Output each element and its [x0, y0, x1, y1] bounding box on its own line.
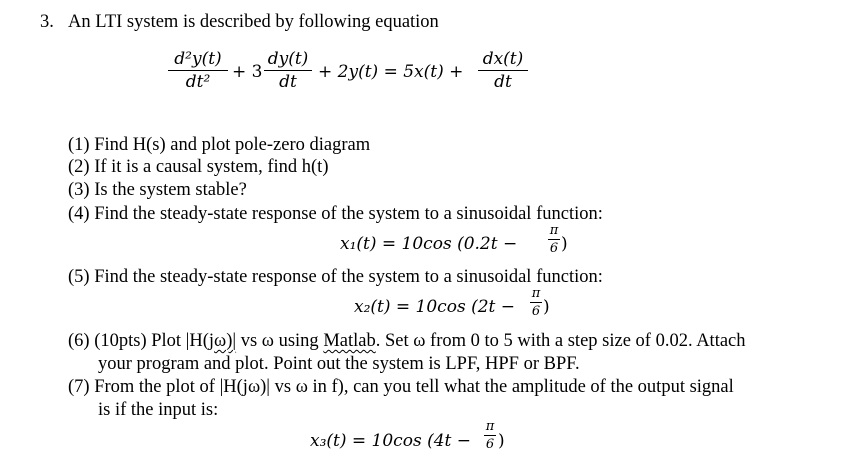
close-paren: ) — [561, 234, 568, 254]
item-7-line2: is if the input is: — [98, 400, 219, 420]
item-text: If it is a causal system, find h(t) — [94, 157, 329, 177]
item-5 — [68, 266, 603, 288]
fraction-denominator: dt — [494, 72, 512, 92]
signal-lhs: x₂(t) = 10cos (2t − — [354, 297, 515, 317]
fraction-bar — [264, 70, 312, 71]
item-7 — [68, 376, 734, 398]
item-text: . Set ω from 0 to 5 with a step size of 0.02. Attach — [375, 331, 746, 351]
fraction-denominator: dt — [279, 72, 297, 92]
item-label: (1) — [68, 135, 90, 155]
item-text: Is the system stable? — [94, 180, 247, 200]
equation-plus3: + 3 — [232, 62, 263, 82]
problem-intro: An LTI system is described by following equation — [68, 12, 439, 32]
pi-symbol: π — [549, 223, 559, 238]
item-label: (4) — [68, 204, 90, 224]
fraction-bar — [168, 70, 228, 71]
fraction-numerator: dy(t) — [267, 49, 309, 69]
fraction-numerator: d²y(t) — [174, 49, 222, 69]
close-paren: ) — [543, 297, 550, 317]
item-1 — [68, 134, 370, 156]
fraction-bar — [484, 435, 496, 436]
item-label: (6) — [68, 331, 90, 351]
item-text: Find the steady-state response of the system to a sinusoidal function: — [94, 204, 603, 224]
fraction-bar — [530, 302, 542, 303]
item-text: vs ω using — [236, 331, 324, 351]
pi-symbol: π — [485, 419, 495, 434]
equation-middle: + 2y(t) = 5x(t) + — [318, 62, 464, 82]
close-paren: ) — [498, 431, 505, 451]
pi-over-6 — [530, 286, 542, 319]
signal-lhs: x₁(t) = 10cos (0.2t − — [340, 234, 518, 254]
pi-symbol: π — [531, 286, 541, 301]
fraction-bar — [548, 239, 560, 240]
item-label: (5) — [68, 267, 90, 287]
item-3 — [68, 179, 247, 201]
item-2 — [68, 156, 328, 178]
fraction-dx-dt — [478, 49, 528, 92]
six: 6 — [549, 241, 559, 256]
item-label: (7) — [68, 377, 90, 397]
matlab-word: Matlab — [323, 331, 376, 351]
six: 6 — [485, 437, 495, 452]
fraction-d2y-dt2 — [168, 49, 228, 92]
item-6-line2: your program and plot. Point out the system is LPF, HPF or BPF. — [98, 354, 580, 374]
item-text: Find the steady-state response of the system to a sinusoidal function: — [94, 267, 603, 287]
item-label: (2) — [68, 157, 90, 177]
fraction-numerator: dx(t) — [482, 49, 524, 69]
fraction-dy-dt — [264, 49, 312, 92]
pi-over-6 — [484, 419, 496, 452]
fraction-denominator: dt² — [185, 72, 211, 92]
item-text: (10pts) Plot |H(j — [94, 331, 215, 351]
omega-underlined: ω)| — [214, 331, 237, 351]
fraction-bar — [478, 70, 528, 71]
item-label: (3) — [68, 180, 90, 200]
signal-lhs: x₃(t) = 10cos (4t − — [310, 431, 471, 451]
six: 6 — [531, 304, 541, 319]
item-text: From the plot of |H(jω)| vs ω in f), can you tell what the amplitude of the output signal — [94, 377, 734, 397]
item-text: Find H(s) and plot pole-zero diagram — [94, 135, 371, 155]
item-6 — [68, 330, 746, 352]
problem-number: 3. — [40, 12, 54, 32]
pi-over-6 — [548, 223, 560, 256]
item-4 — [68, 203, 603, 225]
